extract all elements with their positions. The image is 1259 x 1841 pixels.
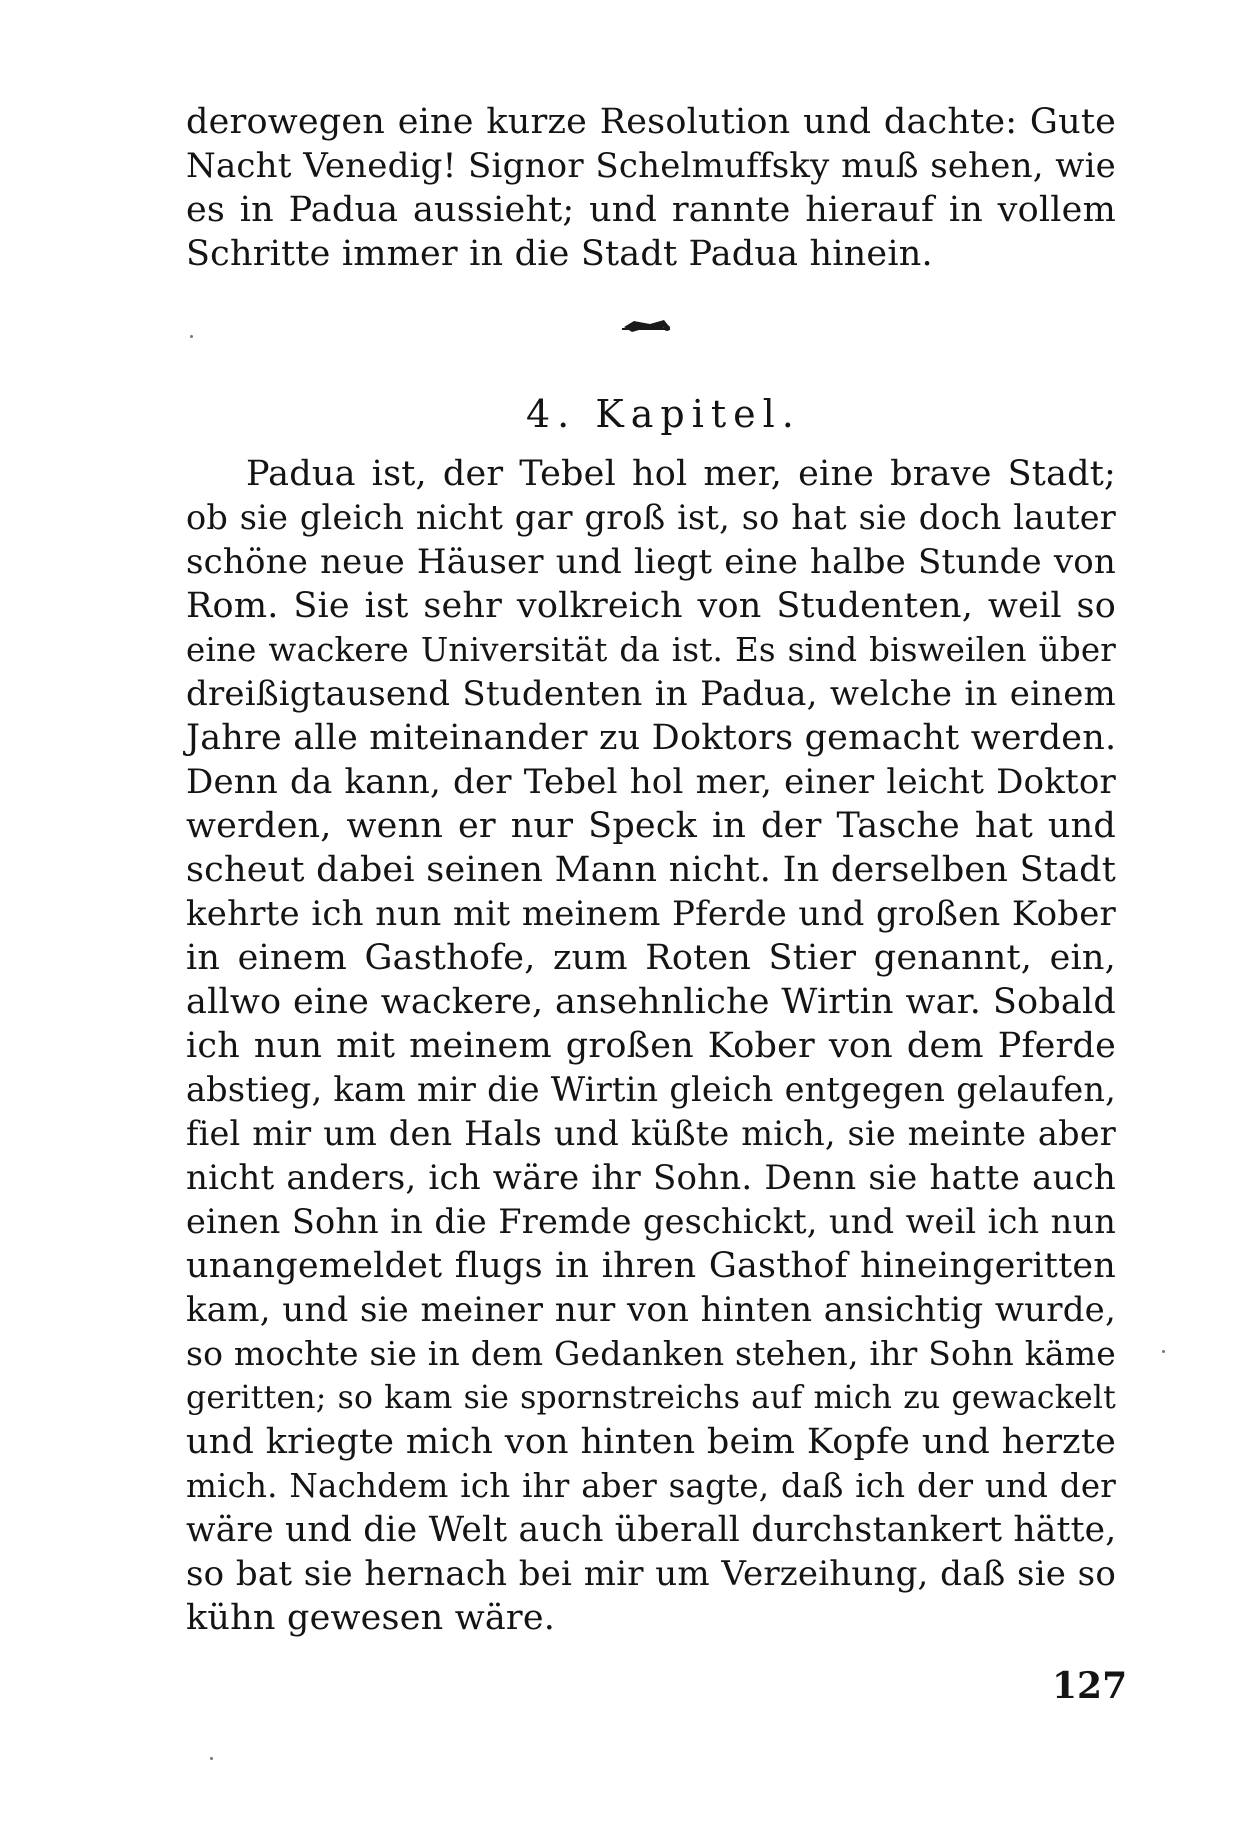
text-line: ob sie gleich nicht gar groß ist, so hat sie doch lauter [186,498,1116,537]
text-line: so bat sie hernach bei mir um Verzeihung, daß sie so [186,1554,1116,1594]
text-line: unangemeldet flugs in ihren Gasthof hineingeritten [186,1246,1116,1286]
ornament-icon [620,316,672,338]
text-line: einen Sohn in die Fremde geschickt, und weil ich nun [186,1202,1116,1241]
text-line: eine wackere Universität da ist. Es sind bisweilen über [186,631,1116,669]
paper-speck [210,1757,213,1760]
text-line: in einem Gasthofe, zum Roten Stier genannt, ein, [186,938,1116,978]
text-line: Rom. Sie ist sehr volkreich von Studenten, weil so [186,586,1116,626]
paper-speck [190,335,193,338]
text-line: Jahre alle miteinander zu Doktors gemacht werden. [186,718,1117,758]
text-line: Schritte immer in die Stadt Padua hinein. [186,234,933,274]
text-line: allwo eine wackere, ansehnliche Wirtin war. Sobald [186,982,1116,1022]
page-number: 127 [1052,1665,1128,1707]
text-line: derowegen eine kurze Resolution und dachte: Gute [186,102,1116,142]
text-line: schöne neue Häuser und liegt eine halbe Stunde von [186,542,1116,582]
text-line: mich. Nachdem ich ihr aber sagte, daß ich der und der [186,1467,1116,1505]
text-line: geritten; so kam sie spornstreichs auf mich zu gewackelt [186,1380,1116,1416]
text-line: abstieg, kam mir die Wirtin gleich entgegen gelaufen, [186,1070,1116,1109]
text-line: dreißigtausend Studenten in Padua, welche in einem [186,674,1116,714]
text-line: kühn gewesen wäre. [186,1598,556,1638]
text-line: nicht anders, ich wäre ihr Sohn. Denn sie hatte auch [186,1158,1116,1198]
text-line: es in Padua aussieht; und rannte hierauf in vollem [186,190,1116,230]
text-line: so mochte sie in dem Gedanken stehen, ihr Sohn käme [186,1334,1116,1373]
text-line: kam, und sie meiner nur von hinten ansichtig wurde, [186,1290,1116,1330]
paper-speck [1162,1350,1165,1353]
text-line: ich nun mit meinem großen Kober von dem Pferde [186,1026,1116,1066]
text-line: werden, wenn er nur Speck in der Tasche hat und [186,806,1116,846]
text-line: wäre und die Welt auch überall durchstankert hätte, [186,1510,1117,1550]
text-line: Padua ist, der Tebel hol mer, eine brave Stadt; [246,454,1116,494]
chapter-heading: 4. Kapitel. [526,392,801,436]
text-line: Denn da kann, der Tebel hol mer, einer leicht Doktor [186,762,1116,802]
text-line: und kriegte mich von hinten beim Kopfe und herzte [186,1422,1116,1462]
text-line: scheut dabei seinen Mann nicht. In derselben Stadt [186,850,1116,890]
text-line: Nacht Venedig! Signor Schelmuffsky muß sehen, wie [186,146,1116,186]
text-line: kehrte ich nun mit meinem Pferde und großen Kober [186,894,1116,934]
text-line: fiel mir um den Hals und küßte mich, sie meinte aber [186,1114,1116,1153]
